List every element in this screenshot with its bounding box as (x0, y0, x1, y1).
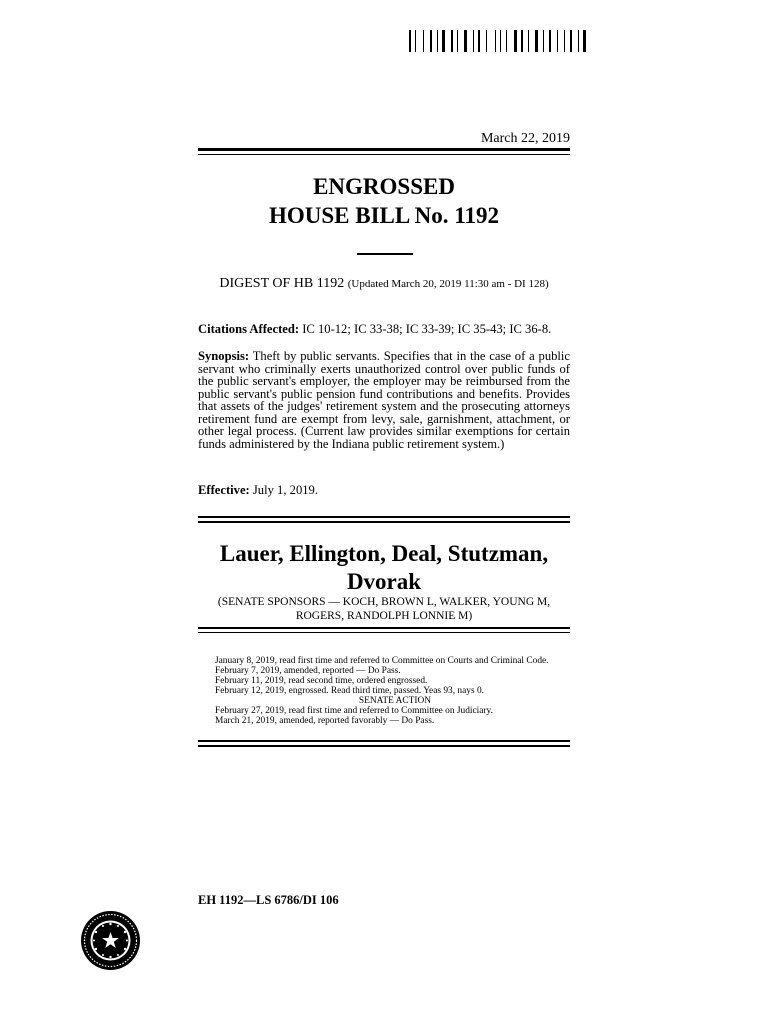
sponsors-line-2: ROGERS, RANDOLPH LONNIE M) (295, 610, 473, 622)
barcode-bar (464, 30, 467, 52)
barcode-bar (574, 30, 575, 52)
senate-action: February 27, 2019, read first time and referred to Committee on Judiciary. (215, 706, 493, 716)
effective-date (198, 484, 570, 497)
barcode-bar (415, 30, 416, 52)
barcode-bar (500, 30, 502, 52)
house-action: January 8, 2019, read first time and referred to Committee on Courts and Criminal Code. (215, 656, 549, 666)
barcode-bar (433, 30, 435, 52)
barcode-bar (559, 30, 562, 52)
digest-main: DIGEST OF HB 1192 (219, 276, 345, 291)
barcode-bar (423, 30, 424, 52)
barcode-bar (461, 30, 463, 52)
barcode-bar (497, 30, 498, 52)
barcode-bar (437, 30, 438, 52)
barcode-bar (442, 30, 445, 52)
effective-label: Effective: (198, 483, 250, 497)
house-action: February 11, 2019, read second time, ordered engrossed. (215, 676, 428, 686)
barcode-bar (531, 30, 532, 52)
barcode-bar (489, 30, 492, 52)
synopsis-text: Theft by public servants. Specifies that in the case of a public servant who criminally exerts unauthorized control over public funds of the public servant's employer, the employer may be reimbursed from the public servant's public pension fund contributions and benefits. Provides that assets of the judges' retirement system and the prosecuting attorneys retirement fund are exempt from levy, sale, garnishment, attachment, or other legal process. (Current law provides similar exemptions for certain funds administered by the Indiana public retirement system.) (198, 349, 571, 451)
barcode-bar (506, 30, 507, 52)
barcode-bar (583, 30, 586, 52)
barcode-bar (578, 30, 579, 52)
barcode-bar (509, 30, 511, 52)
barcode-bar (526, 30, 527, 52)
barcode-bar (412, 30, 413, 52)
barcode-bar (483, 30, 485, 52)
barcode-bar (495, 30, 496, 52)
barcode-bar (451, 30, 453, 52)
barcode-bar (454, 30, 455, 52)
barcode-bar (486, 30, 487, 52)
senate-action: March 21, 2019, amended, reported favorably — Do Pass. (215, 716, 435, 726)
citations-affected (198, 323, 570, 336)
barcode-bar (478, 30, 480, 52)
state-seal-icon (80, 910, 141, 971)
house-action: February 7, 2019, amended, reported — Do Pass. (215, 666, 401, 676)
barcode-bar (539, 30, 541, 52)
barcode-bar (475, 30, 476, 52)
actions-rule-1 (198, 740, 570, 742)
barcode-bar (457, 30, 458, 52)
title-divider (357, 253, 413, 255)
bill-code: EH 1192—LS 6786/DI 106 (198, 893, 339, 907)
barcode-bar (514, 30, 517, 52)
barcode-bar (557, 30, 558, 52)
digest-updated: (Updated March 20, 2019 11:30 am - DI 128) (347, 278, 549, 290)
barcode-bar (409, 30, 411, 52)
barcode-bar (553, 30, 554, 52)
authors-line-2: Dvorak (346, 569, 422, 594)
senate-action-heading: SENATE ACTION (358, 696, 432, 706)
barcode-bar (518, 30, 519, 52)
barcode-bar (535, 30, 538, 52)
barcode-bar (570, 30, 572, 52)
authors-rule-top-2 (198, 521, 570, 523)
barcode-bar (549, 30, 551, 52)
barcode-bar (528, 30, 529, 52)
header-rule-thin (198, 154, 570, 155)
barcode-bar (447, 30, 448, 52)
legislative-actions (215, 656, 575, 726)
barcode-bar (567, 30, 569, 52)
citations-label: Citations Affected: (198, 322, 300, 336)
house-action: February 12, 2019, engrossed. Read third time, passed. Yeas 93, nays 0. (215, 686, 484, 696)
sponsors-rule-2 (198, 632, 570, 633)
barcode-bar (543, 30, 544, 52)
barcode-bar (419, 30, 422, 52)
synopsis (198, 350, 570, 450)
barcode-bar (547, 30, 548, 52)
authors-rule-top-1 (198, 516, 570, 518)
senate-sponsors (198, 595, 570, 623)
barcode-bar (580, 30, 581, 52)
barcode-bar (473, 30, 474, 52)
barcode-bar (426, 30, 427, 52)
barcode (409, 30, 589, 52)
barcode-bar (441, 30, 442, 52)
sponsors-rule-1 (198, 627, 570, 629)
title-line-2: HOUSE BILL No. 1192 (268, 203, 500, 228)
barcode-bar (521, 30, 523, 52)
title-line-1: ENGROSSED (313, 174, 455, 199)
synopsis-label: Synopsis: (198, 349, 250, 363)
actions-rule-2 (198, 745, 570, 747)
authors (198, 540, 570, 596)
sponsors-line-1: (SENATE SPONSORS — KOCH, BROWN L, WALKER, YOUNG M, (217, 596, 551, 608)
barcode-bar (469, 30, 470, 52)
citations-text: IC 10-12; IC 33-38; IC 33-39; IC 35-43; IC 36-8. (302, 322, 552, 336)
document-date: March 22, 2019 (480, 131, 570, 146)
barcode-bar (564, 30, 565, 52)
barcode-bar (504, 30, 505, 52)
authors-line-1: Lauer, Ellington, Deal, Stutzman, (219, 541, 549, 566)
header-rule-thick (198, 148, 570, 151)
digest-line (198, 276, 570, 292)
effective-text: July 1, 2019. (252, 483, 318, 497)
barcode-bar (430, 30, 432, 52)
